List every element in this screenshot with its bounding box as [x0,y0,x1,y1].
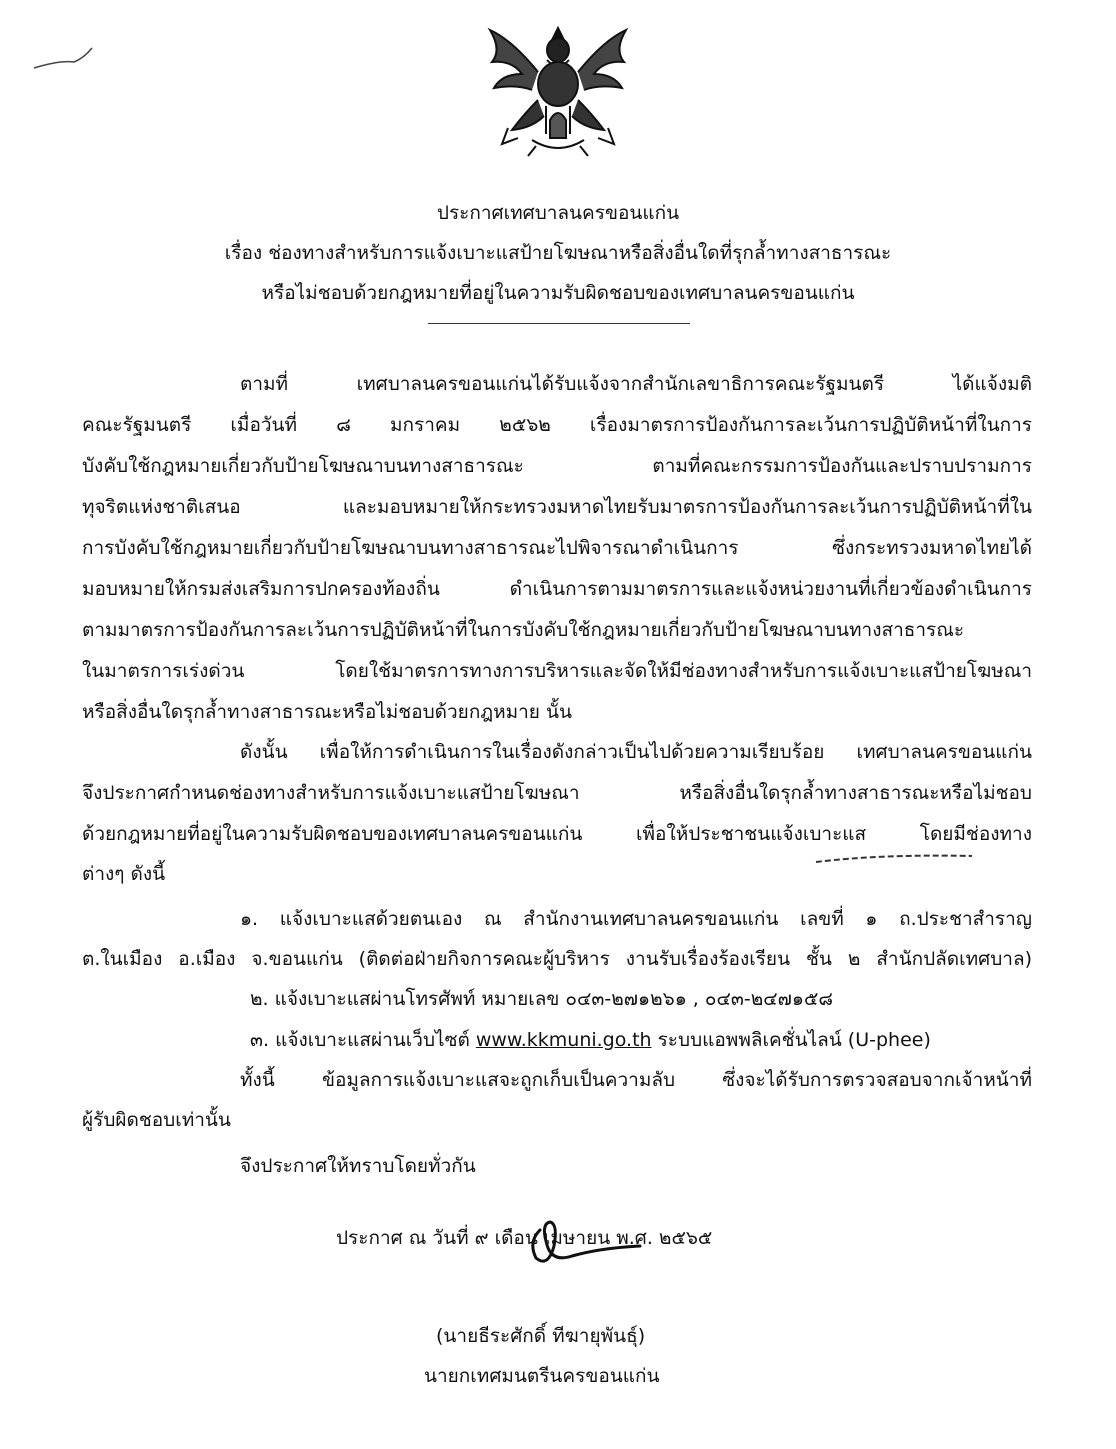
paragraph-1-line: ตามที่ เทศบาลนครขอนแก่นได้รับแจ้งจากสำนักเลขาธิการคณะรัฐมนตรี ได้แจ้งมติ [240,373,1032,395]
paragraph-2-line: จึงประกาศกำหนดช่องทางสำหรับการแจ้งเบาะแสป้ายโฆษณา หรือสิ่งอื่นใดรุกล้ำทางสาธารณะหรือไม่ชอบ [82,782,1032,804]
announcement-date: ประกาศ ณ วันที่ ๙ เดือน เมษายน พ.ศ. ๒๕๖๕ [336,1227,713,1249]
channel-item-1-line: ต.ในเมือง อ.เมือง จ.ขอนแก่น (ติดต่อฝ่ายกิจการคณะผู้บริหาร งานรับเรื่องร้องเรียน ชั้น ๒ สำนักปลัดเทศบาล) [82,948,1032,970]
paragraph-1-line: ทุจริตแห่งชาติเสนอ และมอบหมายให้กระทรวงมหาดไทยรับมาตรการป้องกันการละเว้นการปฏิบัติหน้าที่ใน [82,496,1032,518]
paragraph-1-line: บังคับใช้กฎหมายเกี่ยวกับป้ายโฆษณาบนทางสาธารณะ ตามที่คณะกรรมการป้องกันและปราบปรามการ [82,455,1032,477]
channel-item-3-prefix: ๓. แจ้งเบาะแสผ่านเว็บไซต์ [250,1029,476,1051]
paragraph-1-line: การบังคับใช้กฎหมายเกี่ยวกับป้ายโฆษณาบนทางสาธารณะไปพิจารณาดำเนินการ ซึ่งกระทรวงมหาดไทยได้ [82,537,1032,559]
title-divider [428,323,690,324]
confidentiality-line: ทั้งนี้ ข้อมูลการแจ้งเบาะแสจะถูกเก็บเป็นความลับ ซึ่งจะได้รับการตรวจสอบจากเจ้าหน้าที่ [240,1069,1032,1091]
paragraph-1-line: คณะรัฐมนตรี เมื่อวันที่ ๘ มกราคม ๒๕๖๒ เรื่องมาตรการป้องกันการละเว้นการปฏิบัติหน้าที่ในการ [82,414,1032,436]
subject-line-2: หรือไม่ชอบด้วยกฎหมายที่อยู่ในความรับผิดชอบของเทศบาลนครขอนแก่น [261,282,855,304]
channel-item-1-line: ๑. แจ้งเบาะแสด้วยตนเอง ณ สำนักงานเทศบาลนครขอนแก่น เลขที่ ๑ ถ.ประชาสำราญ [240,908,1032,930]
channel-item-3-suffix: ระบบแอพพลิเคชั่นไลน์ (U-phee) [651,1029,931,1051]
paragraph-1-line: หรือสิ่งอื่นใดรุกล้ำทางสาธารณะหรือไม่ชอบด้วยกฎหมาย นั้น [82,701,572,723]
paragraph-1-line: ในมาตรการเร่งด่วน โดยใช้มาตรการทางการบริหารและจัดให้มีช่องทางสำหรับการแจ้งเบาะแสป้ายโฆษณา [82,660,1032,682]
paragraph-1-line: ตามมาตรการป้องกันการละเว้นการปฏิบัติหน้าที่ในการบังคับใช้กฎหมายเกี่ยวกับป้ายโฆษณาบนทางสาธารณะ [82,619,965,641]
announcement-title: ประกาศเทศบาลนครขอนแก่น [436,202,680,224]
signer-title: นายกเทศมนตรีนครขอนแก่น [424,1365,660,1387]
confidentiality-line: ผู้รับผิดชอบเท่านั้น [82,1109,231,1131]
closing-statement: จึงประกาศให้ทราบโดยทั่วกัน [240,1155,476,1177]
paragraph-1-line: มอบหมายให้กรมส่งเสริมการปกครองท้องถิ่น ดำเนินการตามมาตรการและแจ้งหน่วยงานที่เกี่ยวข้องดำเนินการ [82,578,1032,600]
website-link[interactable]: www.kkmuni.go.th [475,1029,652,1051]
scan-mark [812,850,982,870]
subject-line-1: เรื่อง ช่องทางสำหรับการแจ้งเบาะแสป้ายโฆษณาหรือสิ่งอื่นใดที่รุกล้ำทางสาธารณะ [224,242,892,264]
paragraph-2-line: ต่างๆ ดังนี้ [82,863,166,885]
signer-name: (นายธีระศักดิ์ ทีฆายุพันธุ์) [436,1325,646,1347]
scan-mark [30,40,100,80]
paragraph-2-line: ด้วยกฎหมายที่อยู่ในความรับผิดชอบของเทศบาลนครขอนแก่น เพื่อให้ประชาชนแจ้งเบาะแส โดยมีช่องทาง [82,823,1032,845]
channel-item-2: ๒. แจ้งเบาะแสผ่านโทรศัพท์ หมายเลข ๐๔๓-๒๗๑๒๖๑ , ๐๔๓-๒๔๗๑๕๘ [250,988,833,1010]
paragraph-2-line: ดังนั้น เพื่อให้การดำเนินการในเรื่องดังกล่าวเป็นไปด้วยความเรียบร้อย เทศบาลนครขอนแก่น [240,741,1032,763]
garuda-emblem [472,10,644,160]
channel-item-3 [250,1026,931,1054]
signature-mark [520,1202,670,1272]
